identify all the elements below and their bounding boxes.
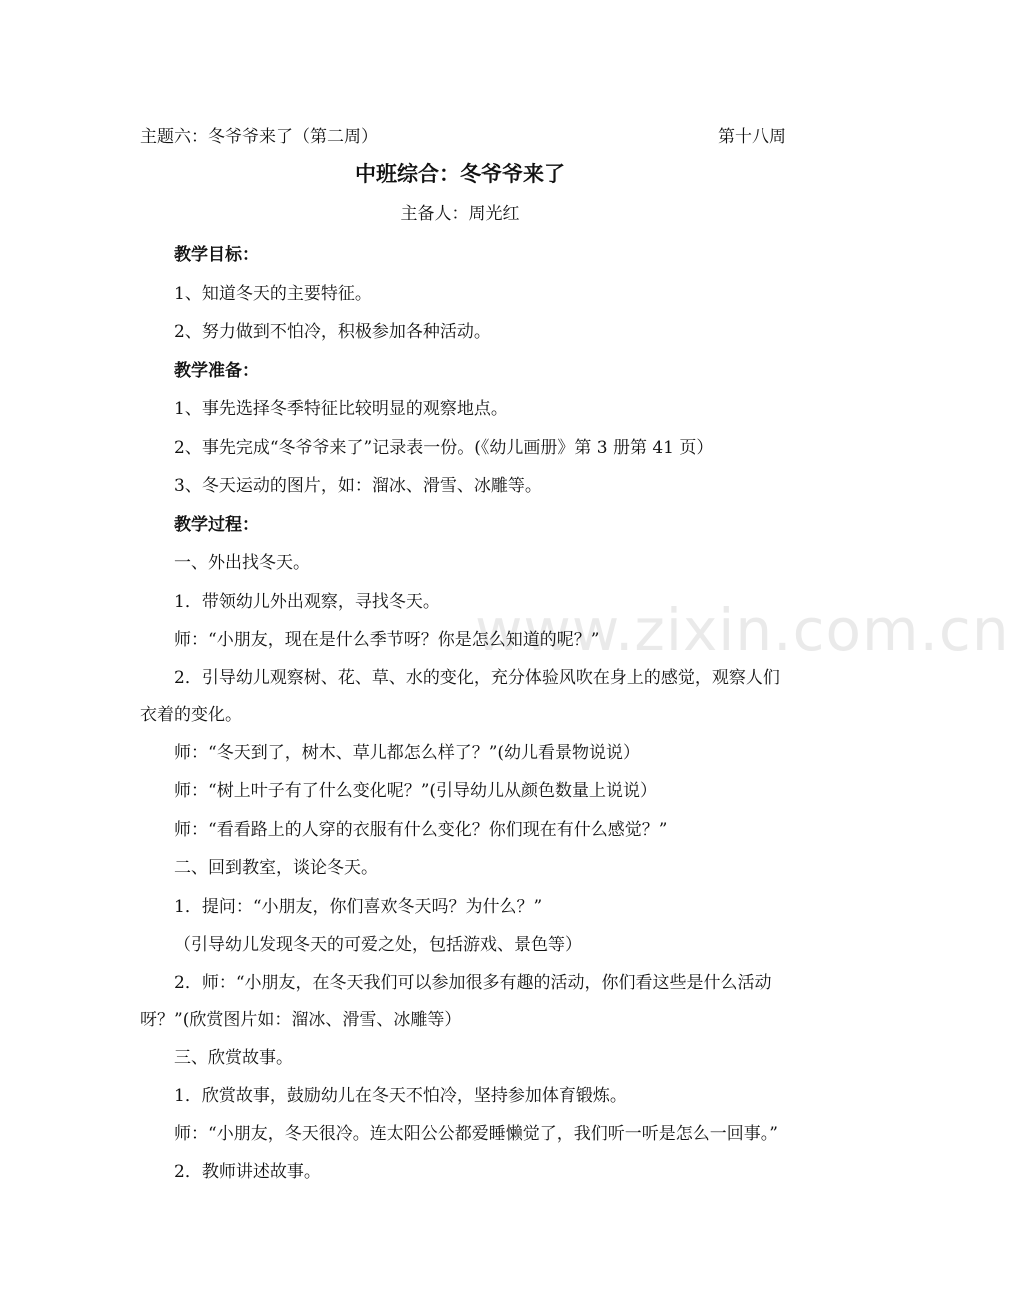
- section-heading: 教学准备：: [174, 360, 259, 381]
- section-heading: 教学目标：: [174, 245, 259, 265]
- paragraph: 1、事先选择冬季特征比较明显的观察地点。: [174, 399, 508, 419]
- paragraph: 师：“小朋友，现在是什么季节呀？你是怎么知道的呢？”: [174, 630, 600, 650]
- paragraph: 1．欣赏故事，鼓励幼儿在冬天不怕冷，坚持参加体育锻炼。: [174, 1086, 627, 1106]
- theme-label: 主题六：冬爷爷来了（第二周）: [140, 127, 378, 147]
- paragraph: 1．带领幼儿外出观察，寻找冬天。: [174, 591, 440, 612]
- paragraph: 1．提问：“小朋友，你们喜欢冬天吗？为什么？”: [174, 896, 543, 917]
- paragraph: 2、事先完成“冬爷爷来了”记录表一份。(《幼儿画册》第 3 册第 41 页）: [174, 437, 714, 458]
- paragraph: 1、知道冬天的主要特征。: [174, 283, 372, 304]
- section-heading: 教学过程：: [174, 514, 259, 535]
- document-title: 中班综合：冬爷爷来了: [355, 162, 565, 186]
- week-label: 第十八周: [718, 127, 786, 147]
- paragraph: 2．教师讲述故事。: [174, 1161, 321, 1182]
- watermark: www.zixin.com.cn: [475, 596, 1010, 664]
- paragraph: 师：“树上叶子有了什么变化呢？”(引导幼儿从颜色数量上说说）: [174, 781, 658, 801]
- paragraph: 三、欣赏故事。: [174, 1047, 293, 1068]
- paragraph: 2、努力做到不怕冷，积极参加各种活动。: [174, 322, 491, 342]
- page-header: [140, 122, 786, 148]
- paragraph: 师：“看看路上的人穿的衣服有什么变化？你们现在有什么感觉？”: [174, 819, 668, 840]
- paragraph: 二、回到教室，谈论冬天。: [174, 858, 378, 878]
- paragraph: 2．师：“小朋友，在冬天我们可以参加很多有趣的活动，你们看这些是什么活动呀？”(欣赏图片如：溜冰、滑雪、冰雕等）: [140, 972, 772, 1030]
- paragraph: 3、冬天运动的图片，如：溜冰、滑雪、冰雕等。: [174, 476, 542, 496]
- paragraph: 师：“小朋友，冬天很冷。连太阳公公都爱睡懒觉了，我们听一听是怎么一回事。”: [174, 1123, 778, 1144]
- paragraph: 2．引导幼儿观察树、花、草、水的变化，充分体验风吹在身上的感觉，观察人们衣着的变化。: [140, 667, 780, 725]
- document-body: [140, 236, 786, 1191]
- paragraph: （引导幼儿发现冬天的可爱之处，包括游戏、景色等）: [174, 935, 582, 955]
- author-line: 主备人：周光红: [400, 204, 520, 224]
- paragraph: 一、外出找冬天。: [174, 553, 310, 573]
- paragraph: 师：“冬天到了，树木、草儿都怎么样了？”(幼儿看景物说说）: [174, 742, 641, 763]
